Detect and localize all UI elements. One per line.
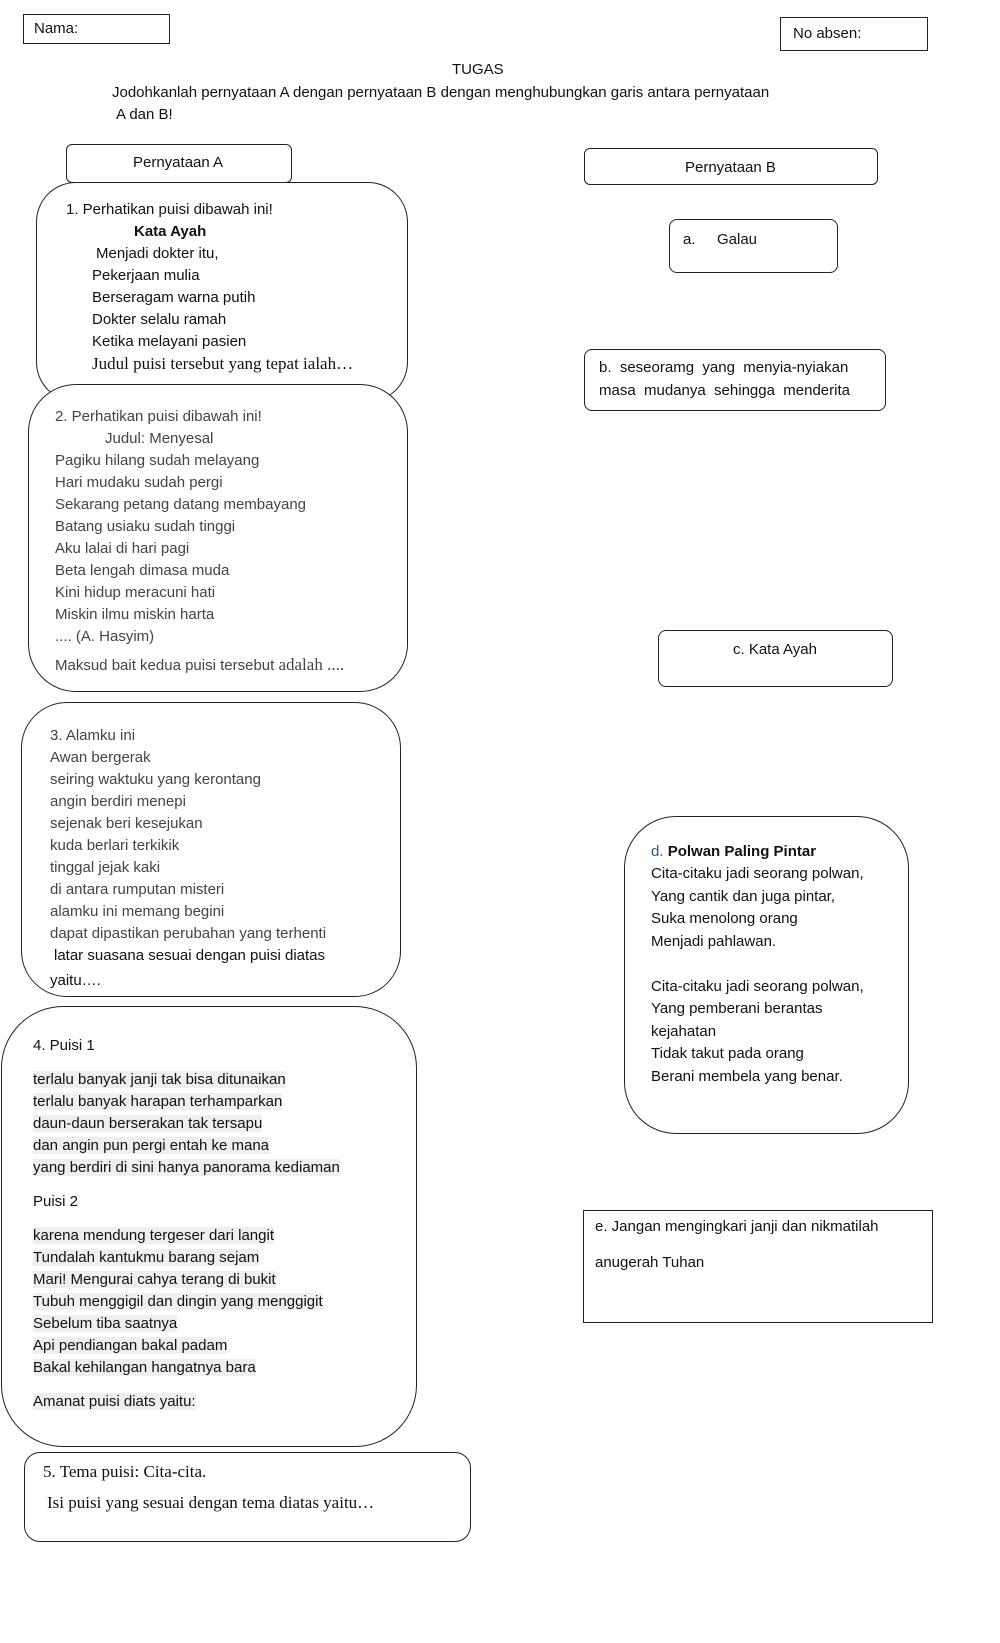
q4-poem-1-line [33, 1135, 340, 1157]
q1-line: Ketika melayani pasien [92, 333, 247, 350]
q4-poem-2-title: Puisi 2 [33, 1193, 79, 1210]
q3-line: tinggal jejak kaki [50, 859, 161, 876]
q3-line: angin berdiri menepi [50, 793, 186, 810]
q2-line: Batang usiaku sudah tinggi [55, 518, 236, 535]
q4-poem-2-text: Api pendiangan bakal padam [33, 1337, 228, 1354]
nama-field[interactable] [23, 14, 170, 44]
page-title: TUGAS [452, 61, 504, 78]
q4-poem-2-line [33, 1335, 340, 1357]
answer-d-letter: d. [651, 843, 664, 860]
q1-poem-title: Kata Ayah [134, 223, 207, 240]
pernyataan-b-header [584, 148, 878, 185]
answer-b-card[interactable] [584, 349, 886, 411]
nama-label: Nama: [34, 20, 79, 37]
q4-poem-1-text: dan angin pun pergi entah ke mana [33, 1137, 270, 1154]
q3-line: di antara rumputan misteri [50, 881, 225, 898]
q4-poem-1-text: daun-daun berserakan tak tersapu [33, 1115, 263, 1132]
q4-poem-1-line [33, 1091, 340, 1113]
answer-d-line: Yang cantik dan juga pintar, [651, 887, 836, 905]
answer-d-title: Polwan Paling Pintar [667, 843, 817, 860]
q4-poem-1-line [33, 1069, 340, 1091]
q1-line: Menjadi dokter itu, [96, 245, 219, 262]
pernyataan-a-label: Pernyataan A [133, 154, 224, 171]
instruction-line-2: A dan B! [116, 106, 173, 123]
q4-poem-1-text: terlalu banyak harapan terhamparkan [33, 1093, 283, 1110]
answer-e-line-2: anugerah Tuhan [595, 1254, 705, 1271]
q1-question: Judul puisi tersebut yang tepat ialah… [92, 354, 354, 373]
answer-e-line-1: e. Jangan mengingkari janji dan nikmatilah [595, 1218, 879, 1235]
q5-theme: 5. Tema puisi: Cita-cita. [43, 1462, 207, 1481]
answer-d-line [651, 953, 864, 976]
q4-poem-2-text: Bakal kehilangan hangatnya bara [33, 1359, 256, 1376]
q4-poem-2-text: Tubuh menggigil dan dingin yang menggigit [33, 1293, 323, 1310]
q3-line: alamku ini memang begini [50, 903, 225, 920]
q4-question [33, 1391, 340, 1413]
answer-d-card[interactable] [624, 816, 909, 1134]
q4-poem-1-title: 4. Puisi 1 [33, 1037, 95, 1054]
q1-intro: 1. Perhatikan puisi dibawah ini! [66, 201, 273, 218]
answer-a-letter: a. [683, 231, 696, 248]
q1-line: Berseragam warna putih [92, 289, 256, 306]
question-2-card[interactable] [28, 384, 408, 692]
answer-d-line: Yang pemberani berantas [651, 1000, 823, 1017]
answer-e-card[interactable] [583, 1210, 933, 1323]
pernyataan-b-label: Pernyataan B [685, 159, 776, 176]
q4-poem-2-text: Tundalah kantukmu barang sejam [33, 1249, 260, 1266]
q4-poem-1-line [33, 1157, 340, 1179]
answer-b-line-1: b. seseoramg yang menyia-nyiakan [599, 359, 849, 376]
q2-line: Pagiku hilang sudah melayang [55, 452, 260, 469]
answer-d-line: Tidak takut pada orang [651, 1045, 804, 1062]
instruction [112, 82, 769, 126]
q4-poem-1-text: terlalu banyak janji tak bisa ditunaikan [33, 1071, 286, 1088]
q2-question [55, 654, 344, 677]
q4-poem-2-line [33, 1247, 340, 1269]
q5-question: Isi puisi yang sesuai dengan tema diatas yaitu… [47, 1493, 375, 1512]
answer-d-line: kejahatan [651, 1022, 717, 1040]
answer-c-text: c. Kata Ayah [733, 641, 817, 658]
answer-b-line-2: masa mudanya sehingga menderita [599, 382, 850, 399]
q2-line: .... (A. Hasyim) [55, 628, 155, 645]
answer-a-text: Galau [717, 231, 758, 248]
q3-line: dapat dipastikan perubahan yang terhenti [50, 925, 327, 942]
question-3-card[interactable] [21, 702, 401, 997]
q4-question-text: Amanat puisi diats yaitu: [33, 1393, 196, 1410]
answer-d-line: Cita-citaku jadi seorang polwan, [651, 865, 864, 882]
q2-intro: 2. Perhatikan puisi dibawah ini! [55, 408, 262, 425]
q4-poem-1-line [33, 1113, 340, 1135]
q4-poem-2-line [33, 1225, 340, 1247]
question-1-card[interactable] [36, 182, 408, 402]
q4-poem-2-line [33, 1357, 340, 1379]
q2-line: Miskin ilmu miskin harta [55, 606, 215, 623]
q3-line: seiring waktuku yang kerontang [50, 771, 261, 788]
answer-a-card[interactable] [669, 219, 838, 273]
answer-d-line: Cita-citaku jadi seorang polwan, [651, 977, 864, 995]
q2-line: Aku lalai di hari pagi [55, 540, 190, 557]
q3-line: 3. Alamku ini [50, 727, 136, 744]
answer-d-heading [651, 841, 864, 863]
q2-line: Kini hidup meracuni hati [55, 584, 216, 601]
q4-poem-2-line [33, 1313, 340, 1335]
q4-poem-2-line [33, 1269, 340, 1291]
pernyataan-a-header [66, 144, 292, 183]
q1-line: Dokter selalu ramah [92, 311, 227, 328]
question-4-card[interactable] [1, 1006, 417, 1447]
instruction-line-1: Jodohkanlah pernyataan A dengan pernyataan B dengan menghubungkan garis antara pernyataan [112, 84, 770, 101]
q2-question-part-b: adalah .... [278, 655, 345, 674]
answer-d-line: Berani membela yang benar. [651, 1067, 843, 1085]
q2-line: Hari mudaku sudah pergi [55, 474, 223, 491]
q3-line: kuda berlari terkikik [50, 837, 180, 854]
q4-poem-2-line [33, 1291, 340, 1313]
q3-question-end: yaitu…. [50, 972, 101, 989]
absen-label: No absen: [793, 25, 862, 42]
q4-poem-2-text: karena mendung tergeser dari langit [33, 1227, 274, 1244]
answer-d-line: Menjadi pahlawan. [651, 932, 777, 950]
q2-question-part-a: Maksud bait kedua puisi tersebut [55, 657, 275, 674]
answer-c-card[interactable] [658, 630, 893, 687]
q2-line: Beta lengah dimasa muda [55, 562, 230, 579]
question-5-card[interactable] [24, 1452, 471, 1542]
q2-poem-title: Judul: Menyesal [105, 430, 214, 447]
q3-line: sejenak beri kesejukan [50, 815, 203, 832]
q4-poem-2-text: Sebelum tiba saatnya [33, 1315, 178, 1332]
q4-poem-2-text: Mari! Mengurai cahya terang di bukit [33, 1271, 276, 1288]
q3-line: Awan bergerak [50, 749, 151, 766]
q1-line: Pekerjaan mulia [92, 267, 200, 284]
answer-d-line: Suka menolong orang [651, 910, 798, 927]
absen-field[interactable] [780, 17, 928, 51]
q4-poem-1-text: yang berdiri di sini hanya panorama kediaman [33, 1159, 340, 1176]
q2-line: Sekarang petang datang membayang [55, 496, 307, 513]
q3-question: latar suasana sesuai dengan puisi diatas [54, 947, 326, 964]
